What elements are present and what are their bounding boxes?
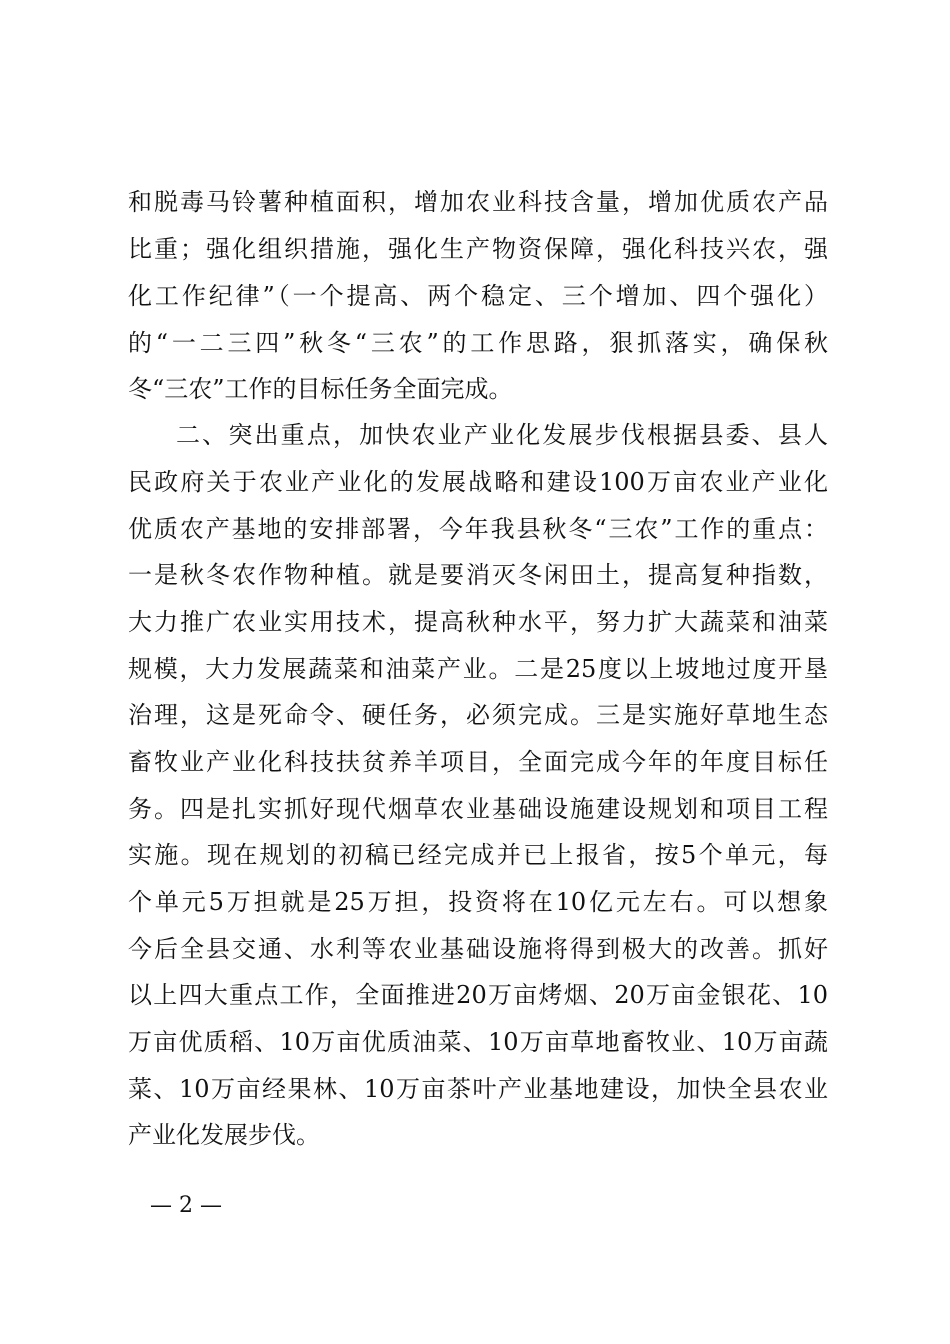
paragraph-2-line-5: 大力推广农业实用技术，提高秋种水平，努力扩大蔬菜和油菜	[128, 608, 828, 636]
paragraph-2-line-10: 实施。现在规划的初稿已经完成并已上报省，按5个单元，每	[128, 841, 828, 869]
paragraph-1-line-1: 和脱毒马铃薯种植面积，增加农业科技含量，增加优质农产品	[128, 188, 828, 216]
paragraph-1-line-4: 的“一二三四”秋冬“三农”的工作思路，狠抓落实，确保秋	[128, 329, 828, 357]
paragraph-2-line-16: 产业化发展步伐。	[128, 1121, 320, 1149]
paragraph-2-line-4: 一是秋冬农作物种植。就是要消灭冬闲田土，提高复种指数，	[128, 561, 828, 589]
paragraph-2-line-9: 务。四是扎实抓好现代烟草农业基础设施建设规划和项目工程	[128, 795, 828, 823]
paragraph-1-line-3: 化工作纪律”（一个提高、两个稳定、三个增加、四个强化）	[128, 282, 828, 310]
paragraph-2-line-8: 畜牧业产业化科技扶贫养羊项目，全面完成今年的年度目标任	[128, 748, 828, 776]
paragraph-2-line-2: 民政府关于农业产业化的发展战略和建设100万亩农业产业化	[128, 468, 828, 496]
paragraph-2-line-6: 规模，大力发展蔬菜和油菜产业。二是25度以上坡地过度开垦	[128, 655, 828, 683]
paragraph-2-line-7: 治理，这是死命令、硬任务，必须完成。三是实施好草地生态	[128, 701, 828, 729]
paragraph-2-line-15: 菜、10万亩经果林、10万亩茶叶产业基地建设，加快全县农业	[128, 1075, 828, 1103]
paragraph-2-line-12: 今后全县交通、水利等农业基础设施将得到极大的改善。抓好	[128, 935, 828, 963]
paragraph-2-line-11: 个单元5万担就是25万担，投资将在10亿元左右。可以想象	[128, 888, 828, 916]
paragraph-1-line-5: 冬“三农”工作的目标任务全面完成。	[128, 375, 513, 403]
paragraph-2-line-1: 二、突出重点，加快农业产业化发展步伐根据县委、县人	[176, 421, 828, 449]
paragraph-2-line-14: 万亩优质稻、10万亩优质油菜、10万亩草地畜牧业、10万亩蔬	[128, 1028, 828, 1056]
paragraph-2-line-3: 优质农产基地的安排部署，今年我县秋冬“三农”工作的重点：	[128, 515, 828, 543]
paragraph-2-line-13: 以上四大重点工作，全面推进20万亩烤烟、20万亩金银花、10	[128, 981, 828, 1009]
page-number: — 2 —	[150, 1193, 222, 1218]
paragraph-1-line-2: 比重；强化组织措施，强化生产物资保障，强化科技兴农，强	[128, 235, 828, 263]
